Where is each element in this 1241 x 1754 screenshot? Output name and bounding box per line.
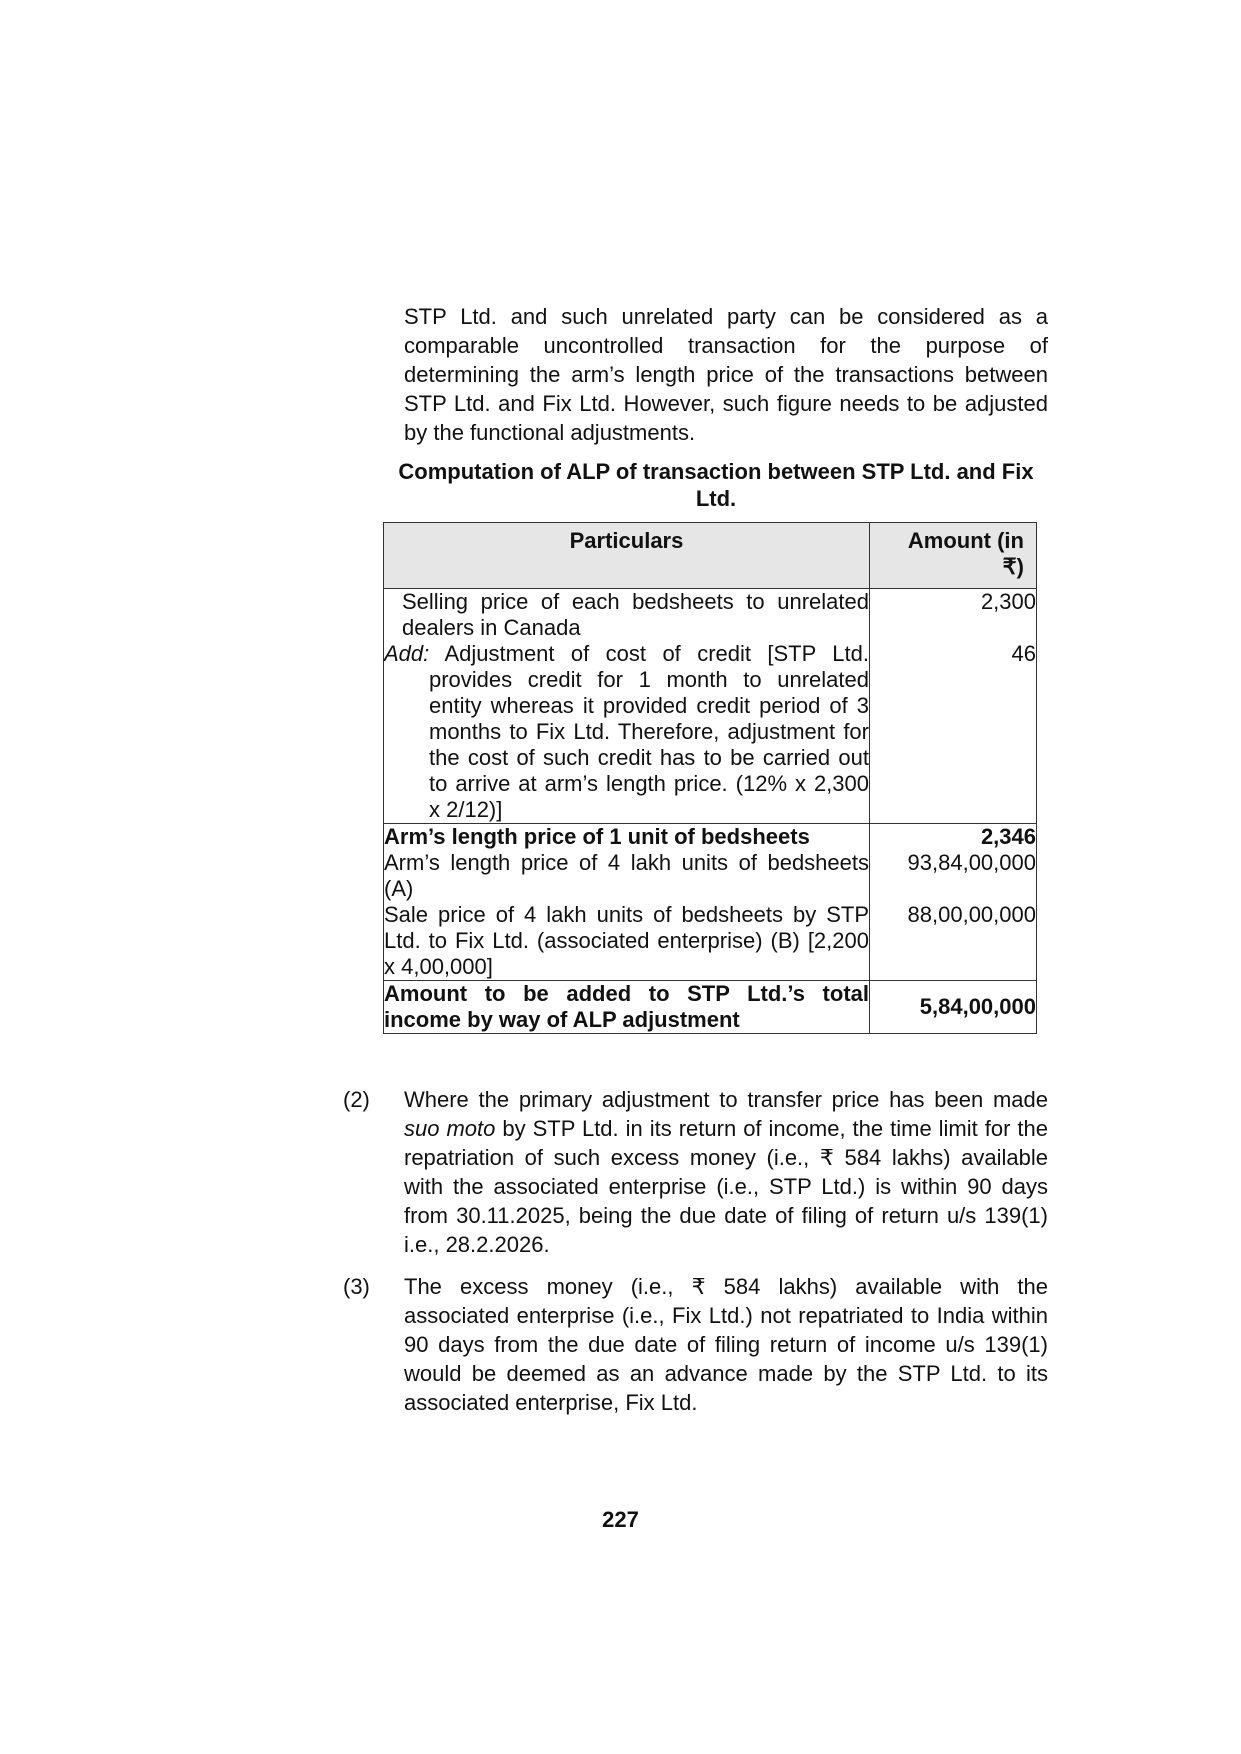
row-amount: 93,84,00,000 <box>870 850 1037 902</box>
alp-computation-table <box>383 522 1037 1034</box>
list-item <box>343 1085 1048 1259</box>
list-item <box>343 1272 1048 1417</box>
table-total-row <box>384 981 1037 1034</box>
row-particulars-cell <box>384 641 870 824</box>
item-number: (2) <box>343 1087 370 1112</box>
table-heading: Computation of ALP of transaction between STP Ltd. and Fix Ltd. <box>398 459 1034 511</box>
row-amount: 5,84,00,000 <box>870 981 1037 1034</box>
row-particulars: Sale price of 4 lakh units of bedsheets by STP Ltd. to Fix Ltd. (associated enterprise) (B) [2,200 x 4,00,000] <box>384 902 869 979</box>
header-amount: Amount (in ₹) <box>870 523 1037 589</box>
row-amount: 46 <box>870 641 1037 824</box>
table-row <box>384 589 1037 642</box>
page-number: 227 <box>602 1507 639 1532</box>
table-row <box>384 824 1037 851</box>
row-particulars: Arm’s length price of 4 lakh units of bedsheets (A) <box>384 850 869 901</box>
item-emphasis: suo moto <box>404 1116 496 1141</box>
header-particulars: Particulars <box>384 523 870 589</box>
row-particulars: Arm’s length price of 1 unit of bedsheets <box>384 824 870 851</box>
table-header-row <box>384 523 1037 589</box>
row-amount: 2,300 <box>870 589 1037 642</box>
intro-text: STP Ltd. and such unrelated party can be considered as a comparable uncontrolled transaction for the purpose of determining the arm’s length price of the transactions between STP Ltd. and Fix Ltd. However, such figure needs to be adjusted by the functional adjustments. <box>404 304 1048 445</box>
item-text-part: Where the primary adjustment to transfer price has been made <box>404 1087 1048 1112</box>
table-row <box>384 902 1037 981</box>
row-amount: 2,346 <box>870 824 1037 851</box>
row-amount: 88,00,00,000 <box>870 902 1037 981</box>
item-text: The excess money (i.e., ₹ 584 lakhs) available with the associated enterprise (i.e., Fix Ltd.) not repatriated to India within 90 days from the due date of filing return of income u/s 139(1) would be deemed as an advance made by the STP Ltd. to its associated enterprise, Fix Ltd. <box>404 1274 1048 1415</box>
item-text <box>404 1085 1048 1259</box>
table-row <box>384 641 1037 824</box>
add-prefix: Add: <box>384 641 430 666</box>
row-particulars: Adjustment of cost of credit [STP Ltd. provides credit for 1 month to unrelated entity whereas it provided credit period of 3 months to Fix Ltd. Therefore, adjustment for the cost of such credit has to be carried out to arrive at arm’s length price. (12% x 2,300 x 2/12)] <box>429 641 870 822</box>
item-text-part: by STP Ltd. in its return of income, the time limit for the repatriation of such excess money (i.e., ₹ 584 lakhs) available with the associated enterprise (i.e., STP Ltd.) is within 90 days from 30.11.2025, being the due date of filing of return u/s 139(1) i.e., 28.2.2026. <box>404 1116 1048 1257</box>
item-number: (3) <box>343 1274 370 1299</box>
row-particulars: Selling price of each bedsheets to unrelated dealers in Canada <box>384 589 870 642</box>
row-particulars: Amount to be added to STP Ltd.’s total income by way of ALP adjustment <box>384 981 869 1032</box>
table-row <box>384 850 1037 902</box>
intro-paragraph <box>404 302 1048 447</box>
